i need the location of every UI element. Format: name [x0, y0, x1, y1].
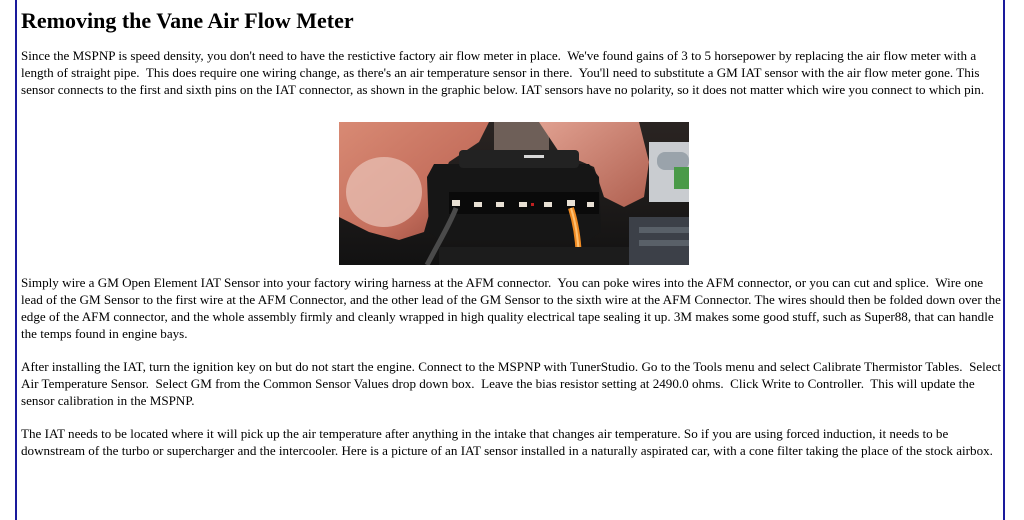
paragraph-location: The IAT needs to be located where it will pick up the air temperature after anything in the intake that changes air temperature. So if you are using forced induction, it needs to be downstream of the turbo or supercharger and the intercooler. Here is a picture of an IAT sensor installed in a naturally aspirated car, with a cone filter taking the place of the stock airbox. [21, 426, 993, 458]
afm-connector-photo [339, 122, 689, 265]
paragraph-intro: Since the MSPNP is speed density, you don't need to have the restictive factory air flow meter in place. We've found gains of 3 to 5 horsepower by replacing the air flow meter with a length of straight pipe. This does require one wiring change, as there's an air temperature sensor in there. You'll need to substitute a GM IAT sensor with the air flow meter gone. This sensor connects to the first and sixth pins on the IAT connector, as shown in the graphic below. IAT sensors have no polarity, so it does not matter which wire you connect to which pin. [21, 48, 985, 97]
article-title: Removing the Vane Air Flow Meter [21, 8, 354, 33]
article [21, 0, 1005, 475]
photo-container [21, 114, 1005, 274]
paragraph-wiring: Simply wire a GM Open Element IAT Sensor into your factory wiring harness at the AFM connector. You can poke wires into the AFM connector, or you can cut and splice. Wire one lead of the GM Sensor to the first wire at the AFM Connector, and the other lead of the GM Sensor to the sixth wire at the AFM Connector. The wires should then be folded down over the edge of the AFM connector, and the whole assembly firmly and cleanly wrapped in high quality electrical tape sealing it up. 3M makes some good stuff, such as Super88, that can handle the temps found in engine bays. [21, 275, 1005, 341]
page-frame [15, 0, 1005, 520]
paragraph-calibration: After installing the IAT, turn the ignition key on but do not start the engine. Connect to the MSPNP with TunerStudio. Go to the Tools menu and select Calibrate Thermistor Tables. Select Air Temperature Sensor. Select GM from the Common Sensor Values drop down box. Leave the bias resistor setting at 2490.0 ohms. Click Write to Controller. This will update the sensor calibration in the MSPNP. [21, 359, 1004, 408]
